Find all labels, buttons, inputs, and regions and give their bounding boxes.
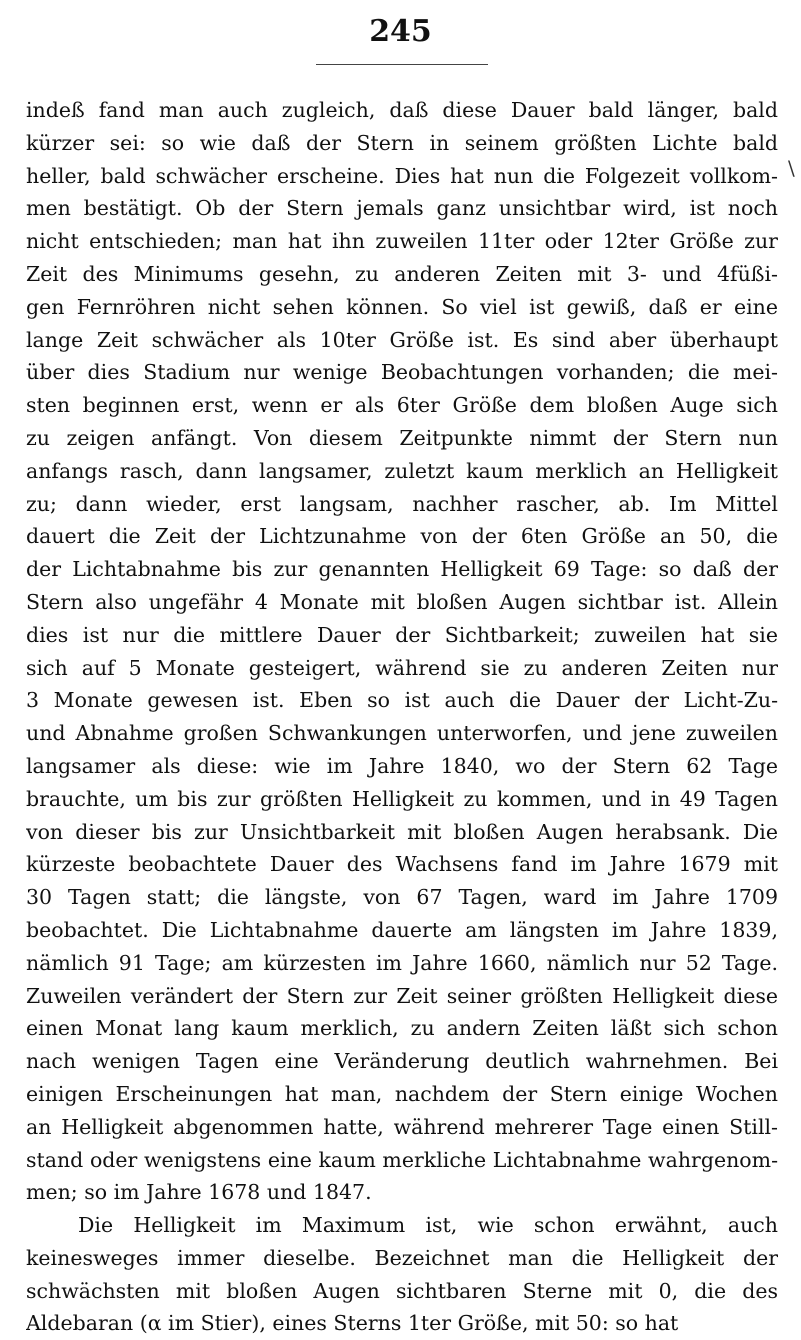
header-rule bbox=[316, 64, 488, 65]
text-line: nach wenigen Tagen eine Veränderung deutlich wahrnehmen. Bei bbox=[26, 1049, 778, 1074]
text-line: dies ist nur die mittlere Dauer der Sichtbarkeit; zuweilen hat sie bbox=[26, 622, 778, 647]
text-line: an Helligkeit abgenommen hatte, während mehrerer Tage einen Still- bbox=[26, 1114, 778, 1139]
text-line: nicht entschieden; man hat ihn zuweilen 11ter oder 12ter Größe zur bbox=[26, 229, 778, 254]
text-line: stand oder wenigstens eine kaum merkliche Lichtabnahme wahrgenom- bbox=[26, 1147, 778, 1172]
margin-mark: \ bbox=[788, 156, 795, 180]
text-line: dauert die Zeit der Lichtzunahme von der 6ten Größe an 50, die bbox=[26, 524, 778, 549]
text-line: gen Fernröhren nicht sehen können. So viel ist gewiß, daß er eine bbox=[26, 294, 778, 319]
body-text bbox=[26, 94, 778, 1340]
text-line: nämlich 91 Tage; am kürzesten im Jahre 1660, nämlich nur 52 Tage. bbox=[26, 950, 778, 975]
text-line: sten beginnen erst, wenn er als 6ter Größe dem bloßen Auge sich bbox=[26, 393, 778, 418]
text-line: Aldebaran (α im Stier), eines Sterns 1ter Größe, mit 50: so hat bbox=[26, 1311, 679, 1336]
text-line: Zuweilen verändert der Stern zur Zeit seiner größten Helligkeit diese bbox=[26, 983, 778, 1008]
text-line: und Abnahme großen Schwankungen unterworfen, und jene zuweilen bbox=[26, 721, 778, 746]
text-line: kürzeste beobachtete Dauer des Wachsens fand im Jahre 1679 mit bbox=[26, 852, 778, 877]
text-line: zu; dann wieder, erst langsam, nachher rascher, ab. Im Mittel bbox=[26, 491, 778, 516]
text-line: beobachtet. Die Lichtabnahme dauerte am längsten im Jahre 1839, bbox=[26, 917, 778, 942]
text-line: brauchte, um bis zur größten Helligkeit zu kommen, und in 49 Tagen bbox=[26, 786, 778, 811]
text-line: kürzer sei: so wie daß der Stern in seinem größten Lichte bald bbox=[26, 130, 778, 155]
text-line: 30 Tagen statt; die längste, von 67 Tagen, ward im Jahre 1709 bbox=[26, 885, 778, 910]
text-line: über dies Stadium nur wenige Beobachtungen vorhanden; die mei- bbox=[26, 360, 778, 385]
text-line: einigen Erscheinungen hat man, nachdem der Stern einige Wochen bbox=[26, 1081, 778, 1106]
text-line: langsamer als diese: wie im Jahre 1840, wo der Stern 62 Tage bbox=[26, 753, 778, 778]
text-line: von dieser bis zur Unsichtbarkeit mit bloßen Augen herabsank. Die bbox=[26, 819, 778, 844]
text-line: indeß fand man auch zugleich, daß diese Dauer bald länger, bald bbox=[26, 98, 778, 122]
text-line: schwächsten mit bloßen Augen sichtbaren Sterne mit 0, die des bbox=[26, 1278, 778, 1303]
text-line: zu zeigen anfängt. Von diesem Zeitpunkte nimmt der Stern nun bbox=[26, 425, 778, 450]
text-line: Stern also ungefähr 4 Monate mit bloßen Augen sichtbar ist. Allein bbox=[26, 589, 778, 614]
text-line: einen Monat lang kaum merklich, zu andern Zeiten läßt sich schon bbox=[26, 1016, 778, 1041]
text-line: men bestätigt. Ob der Stern jemals ganz unsichtbar wird, ist noch bbox=[26, 196, 778, 221]
text-line: keinesweges immer dieselbe. Bezeichnet man die Helligkeit der bbox=[26, 1245, 778, 1270]
text-line: lange Zeit schwächer als 10ter Größe ist. Es sind aber überhaupt bbox=[26, 327, 778, 352]
page-number: 245 bbox=[369, 14, 432, 49]
text-line: heller, bald schwächer erscheine. Dies hat nun die Folgezeit vollkom- bbox=[26, 163, 778, 188]
text-line: der Lichtabnahme bis zur genannten Helligkeit 69 Tage: so daß der bbox=[26, 557, 778, 582]
text-line: sich auf 5 Monate gesteigert, während sie zu anderen Zeiten nur bbox=[26, 655, 778, 680]
text-line: anfangs rasch, dann langsamer, zuletzt kaum merklich an Helligkeit bbox=[26, 458, 778, 483]
text-line: men; so im Jahre 1678 und 1847. bbox=[26, 1180, 372, 1205]
text-line: Die Helligkeit im Maximum ist, wie schon erwähnt, auch bbox=[78, 1213, 778, 1238]
text-line: Zeit des Minimums gesehn, zu anderen Zeiten mit 3- und 4füßi- bbox=[26, 261, 778, 286]
text-line: 3 Monate gewesen ist. Eben so ist auch die Dauer der Licht-Zu- bbox=[26, 688, 778, 713]
